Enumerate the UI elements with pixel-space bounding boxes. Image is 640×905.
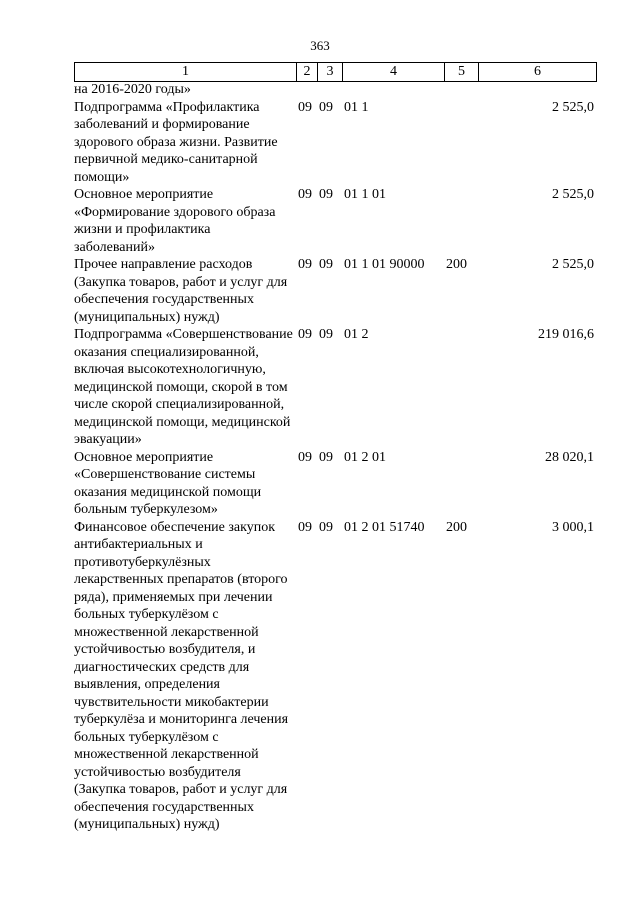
row-amount: 219 016,6	[538, 327, 594, 342]
row-code-4	[342, 81, 444, 99]
row-amount	[478, 81, 596, 99]
row-amount: 28 020,1	[545, 449, 594, 465]
row-amount: 3 000,1	[552, 519, 594, 535]
header-cell-4: 4	[343, 63, 445, 82]
row-code-3: 09	[319, 449, 333, 465]
row-code-5	[444, 81, 478, 99]
row-amount: 2 525,0	[552, 187, 594, 202]
header-cell-3: 3	[318, 63, 343, 82]
budget-table	[74, 81, 596, 834]
row-code-3: 09	[319, 257, 333, 272]
row-name: Основное мероприятие «Совершенствование системы оказания медицинской помощи больным туберкулезом»	[74, 449, 262, 517]
row-code-2: 09	[298, 519, 312, 535]
row-code-2: 09	[298, 187, 312, 202]
row-code-2: 09	[298, 257, 312, 272]
row-name: Подпрограмма «Совершенствование оказания специализированной, включая высокотехнологичную, медицинской помощи, скорой в том числе скорой специализированной, медицинской помощи, медицинской эвакуации»	[74, 327, 293, 447]
row-code-2: 09	[298, 327, 312, 342]
table-row	[74, 99, 596, 187]
row-name: Финансовое обеспечение закупок антибактериальных и противотуберкулёзных лекарственных препаратов (второго ряда), применяемых при лечении больных туберкулёзом с множественной лекарственной устойчивостью возбудителя, и диагностических средств для выявления, определения чувствительности микобактерии туберкулёза и мониторинга лечения больных туберкулёзом с множественной лекарственной устойчивостью возбудителя (Закупка товаров, работ и услуг для обеспечения государственных (муниципальных) нужд)	[74, 519, 289, 832]
row-code-5	[444, 326, 478, 449]
page-number: 363	[310, 38, 330, 53]
table-row	[74, 519, 596, 834]
row-code-5	[444, 186, 478, 256]
row-code-4: 01 2 01	[344, 449, 386, 465]
row-code-5: 200	[446, 257, 467, 272]
table-row	[74, 81, 596, 99]
row-code-5	[444, 449, 478, 519]
row-code-5	[444, 99, 478, 187]
row-code-4: 01 2 01 51740	[344, 519, 425, 535]
header-cell-2: 2	[297, 63, 318, 82]
row-code-4: 01 1 01 90000	[344, 257, 425, 272]
table-row	[74, 186, 596, 256]
table-row	[74, 326, 596, 449]
row-code-3: 09	[319, 99, 333, 115]
row-code-4: 01 1 01	[344, 187, 386, 202]
row-name: Подпрограмма «Профилактика заболеваний и формирование здорового образа жизни. Развитие первичной медико-санитарной помощи»	[74, 99, 278, 185]
row-code-2	[296, 81, 317, 99]
header-cell-6: 6	[479, 63, 597, 82]
table-row	[74, 449, 596, 519]
row-code-4: 01 1	[344, 99, 369, 115]
row-code-3	[317, 81, 342, 99]
table-row	[74, 256, 596, 326]
table-header	[74, 62, 597, 82]
row-code-2: 09	[298, 99, 312, 115]
header-row	[75, 63, 597, 82]
row-code-4: 01 2	[344, 327, 369, 342]
row-name: Прочее направление расходов (Закупка товаров, работ и услуг для обеспечения государственных (муниципальных) нужд)	[74, 257, 288, 325]
row-code-3: 09	[319, 327, 333, 342]
row-code-3: 09	[319, 187, 333, 202]
row-amount: 2 525,0	[552, 99, 594, 115]
row-amount: 2 525,0	[552, 257, 594, 272]
row-code-3: 09	[319, 519, 333, 535]
row-name: на 2016-2020 годы»	[74, 82, 191, 97]
row-code-2: 09	[298, 449, 312, 465]
row-code-5: 200	[446, 519, 467, 535]
header-cell-5: 5	[445, 63, 479, 82]
header-cell-1: 1	[75, 63, 297, 82]
row-name: Основное мероприятие «Формирование здорового образа жизни и профилактика заболеваний»	[74, 187, 276, 255]
